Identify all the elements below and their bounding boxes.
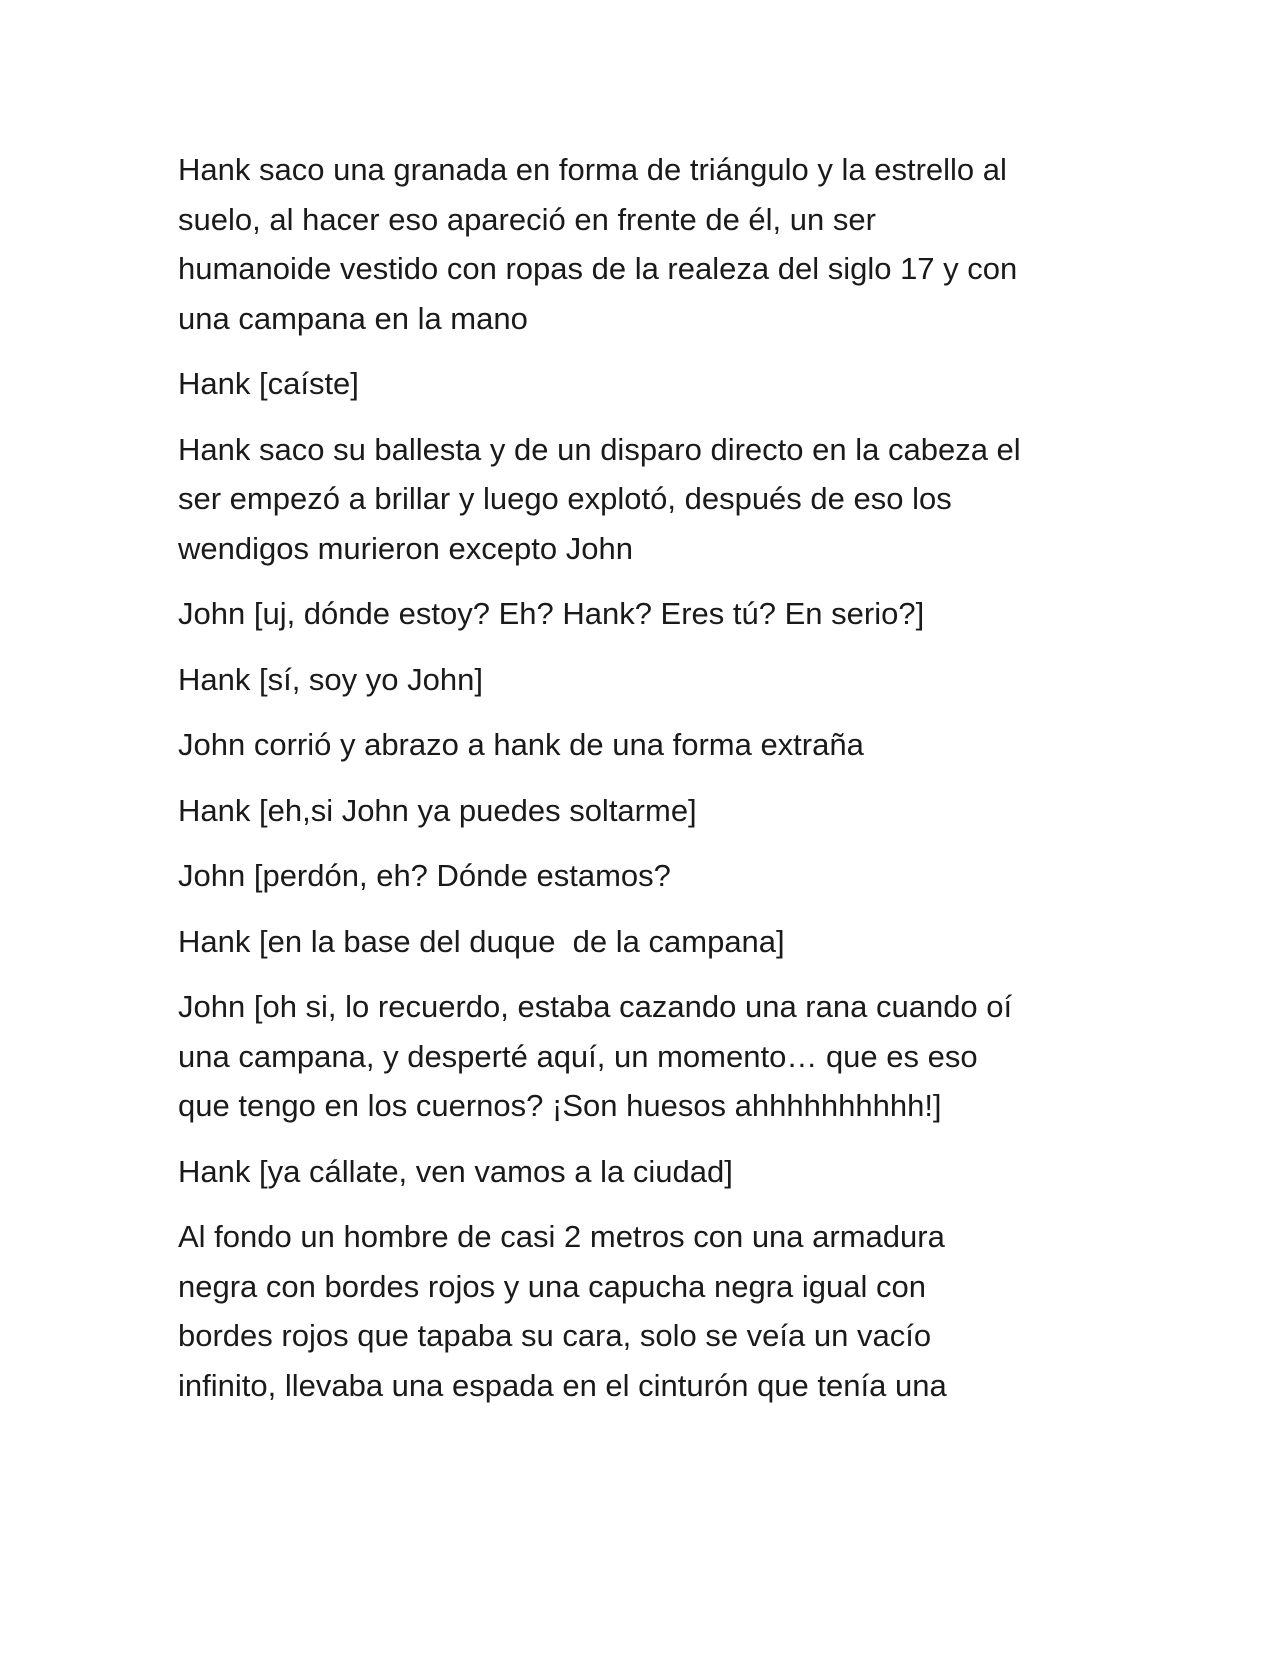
paragraph — [178, 982, 1118, 1131]
text-line: Hank [en la base del duque de la campana] — [178, 923, 785, 959]
text-line: wendigos murieron excepto John — [178, 530, 633, 566]
paragraph — [178, 1212, 1118, 1410]
paragraph — [178, 720, 1118, 770]
document-body — [178, 145, 1118, 1426]
paragraph — [178, 425, 1118, 574]
text-line: Hank saco su ballesta y de un disparo directo en la cabeza el — [178, 431, 1021, 467]
text-line: bordes rojos que tapaba su cara, solo se veía un vacío — [178, 1318, 932, 1353]
text-line: Hank saco una granada en forma de triángulo y la estrello al — [178, 152, 1007, 187]
text-line: suelo, al hacer eso apareció en frente de él, un ser — [178, 201, 876, 237]
text-line: infinito, llevaba una espada en el cinturón que tenía una — [178, 1367, 947, 1403]
paragraph — [178, 786, 1118, 836]
paragraph — [178, 655, 1118, 705]
text-line: Hank [eh,si John ya puedes soltarme] — [178, 792, 697, 828]
text-line: humanoide vestido con ropas de la realeza del siglo 17 y con — [178, 251, 1018, 286]
text-line: John [oh si, lo recuerdo, estaba cazando una rana cuando oí — [178, 989, 1013, 1024]
text-line: John corrió y abrazo a hank de una forma extraña — [178, 727, 864, 762]
text-line: John [perdón, eh? Dónde estamos? — [178, 858, 671, 893]
paragraph — [178, 359, 1118, 409]
text-line: una campana en la mano — [178, 300, 528, 336]
paragraph — [178, 851, 1118, 901]
paragraph — [178, 589, 1118, 639]
text-line: negra con bordes rojos y una capucha negra igual con — [178, 1268, 926, 1304]
text-line: Hank [ya cállate, ven vamos a la ciudad] — [178, 1153, 733, 1189]
text-line: John [uj, dónde estoy? Eh? Hank? Eres tú? En serio?] — [178, 596, 925, 631]
text-line: Hank [caíste] — [178, 366, 359, 401]
text-line: una campana, y desperté aquí, un momento… que es eso — [178, 1038, 978, 1074]
paragraph — [178, 145, 1118, 343]
text-line: que tengo en los cuernos? ¡Son huesos ahhhhhhhhhh!] — [178, 1088, 942, 1123]
text-line: Al fondo un hombre de casi 2 metros con una armadura — [178, 1219, 945, 1254]
paragraph — [178, 917, 1118, 967]
text-line: ser empezó a brillar y luego explotó, después de eso los — [178, 481, 952, 516]
text-line: Hank [sí, soy yo John] — [178, 661, 483, 697]
paragraph — [178, 1147, 1118, 1197]
